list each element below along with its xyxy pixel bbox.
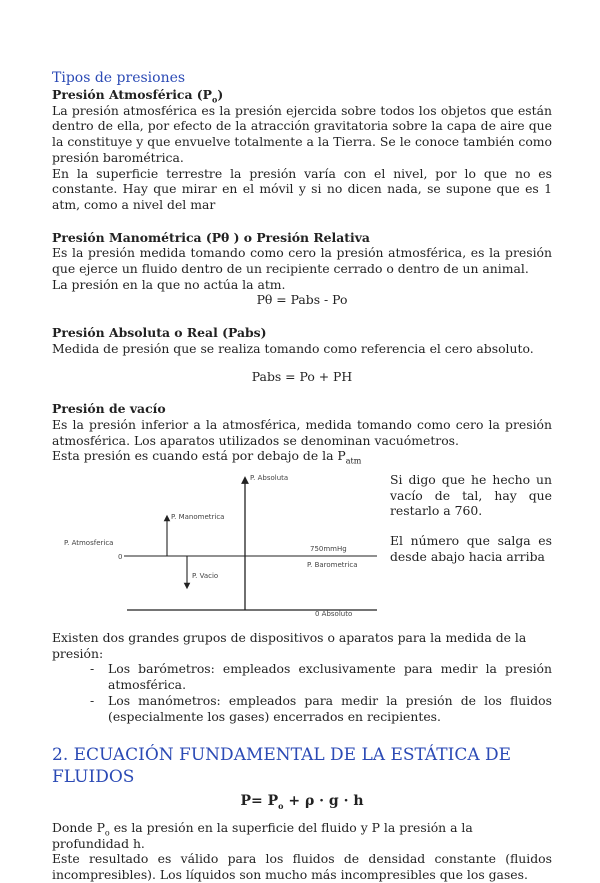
diagram-label-zero: 0: [118, 553, 123, 562]
document-page: [52, 70, 552, 883]
vacio-title: Presión de vacío: [52, 401, 166, 417]
diagram-label-p-manometrica: P. Manometrica: [171, 513, 225, 522]
diagram-label-p-barometrica: P. Barometrica: [307, 561, 358, 570]
side-note: [390, 472, 552, 579]
ecuacion-paragraph-1: Donde $P_o$ es la presión en la superficie del fluido y P la presión a la profundidad h.: [52, 819, 473, 851]
side-note-paragraph-2: El número que salga es desde abajo hacia arriba: [390, 533, 552, 564]
atmosferica-title: Presión Atmosférica $(P_o)$: [52, 87, 224, 105]
vacio-paragraph-1: Es la presión inferior a la atmosférica, medida tomando como cero la presión atmosférica. Los aparatos utilizados se denominan vacuómetros.: [52, 416, 552, 448]
atmosferica-paragraph-2: En la superficie terrestre la presión varía con el nivel, por lo que no es constante. Hay que mirar en el móvil y si no dicen nada, se supone que es 1 atm, como a nivel del mar: [52, 165, 552, 212]
absoluta-title: Presión Absoluta o Real (Pabs): [52, 325, 267, 341]
pressure-diagram-row: [52, 470, 552, 620]
diagram-label-p-absoluta: P. Absoluta: [250, 474, 289, 483]
vacio-paragraph-2: Esta presión es cuando está por debajo de la $P_{atm}$: [52, 448, 362, 466]
manometrica-formula: Pθ = Pabs - Po: [256, 292, 348, 308]
diagram-label-zero-absoluto: 0 Absoluto: [315, 610, 353, 619]
absoluta-formula: Pabs = Po + PH: [251, 368, 353, 384]
diagram-label-mmhg: 750mmHg: [310, 545, 347, 554]
ecuacion-paragraph-2: Este resultado es válido para los fluidos de densidad constante (fluidos incompresibles). Los líquidos son mucho más incompresibles que los gases.: [52, 851, 552, 883]
fundamental-equation: $P= P_o + \rho \cdot g \cdot h$: [240, 793, 364, 812]
atmosferica-paragraph-1: La presión atmosférica es la presión ejercida sobre todos los objetos que están dentro de ella, por efecto de la atracción gravitatoria sobre la capa de aire que la constituye y que envuelve totalmente a la Tierra. Se le conoce también como presión barométrica.: [52, 102, 552, 165]
pressure-diagram: [52, 470, 382, 618]
dispositivos-intro: Existen dos grandes grupos de dispositivos o aparatos para la medida de la presión:: [52, 630, 527, 661]
diagram-label-p-vacio: P. Vacio: [192, 572, 219, 581]
manometrica-paragraph-2: La presión en la que no actúa la atm.: [52, 276, 286, 292]
section-heading-ecuacion: 2. ECUACIÓN FUNDAMENTAL DE LA ESTÁTICA DE FLUIDOS: [52, 745, 512, 788]
section-heading-tipos: Tipos de presiones: [52, 70, 186, 86]
manometrica-paragraph-1: Es la presión medida tomando como cero la presión atmosférica, es la presión que ejerce un fluido dentro de un recipiente cerrado o dentro de un animal.: [52, 245, 552, 277]
list-item: - Los barómetros: empleados exclusivamente para medir la presión atmosférica.: [90, 661, 552, 692]
dispositivos-list: [52, 661, 552, 724]
list-item: - Los manómetros: empleados para medir la presión de los fluidos (especialmente los gases) encerrados en recipientes.: [90, 693, 552, 724]
diagram-label-p-atmosferica: P. Atmosferica: [64, 539, 114, 548]
manometrica-title: Presión Manométrica (Pθ ) o Presión Relativa: [52, 229, 370, 245]
side-note-paragraph-1: Si digo que he hecho un vacío de tal, hay que restarlo a 760.: [390, 472, 552, 519]
absoluta-paragraph-1: Medida de presión que se realiza tomando como referencia el cero absoluto.: [52, 340, 534, 356]
